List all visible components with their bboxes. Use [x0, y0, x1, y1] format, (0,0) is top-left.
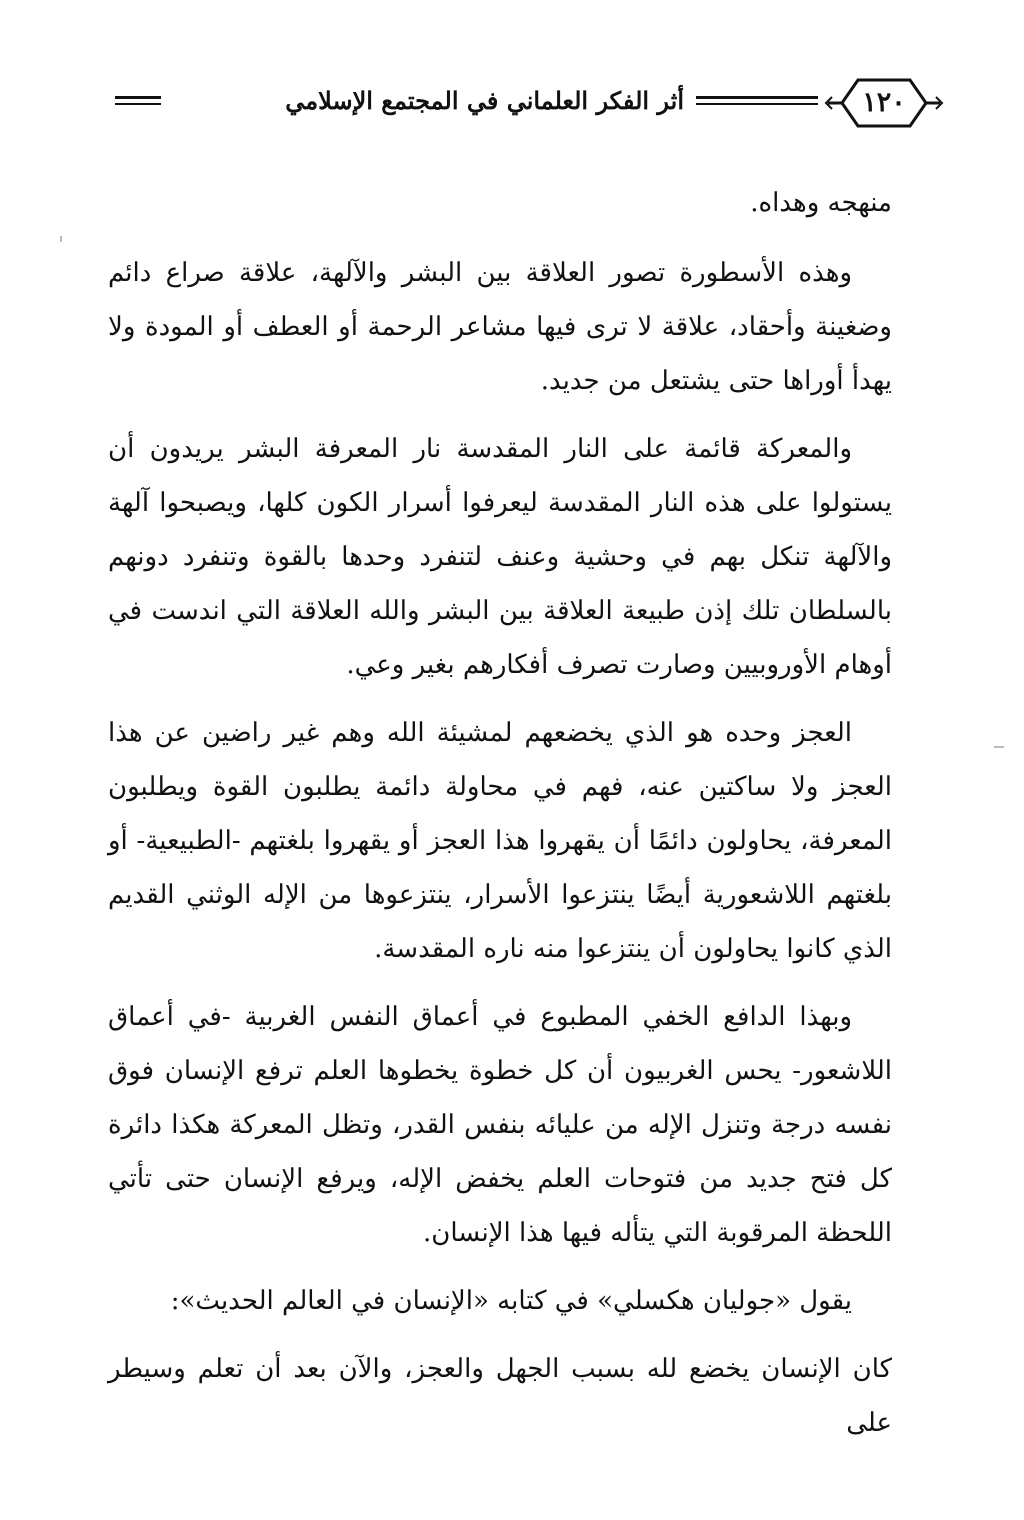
margin-mark — [60, 236, 62, 242]
running-title: أثر الفكر العلماني في المجتمع الإسلامي — [285, 86, 684, 115]
paragraph-battle: والمعركة قائمة على النار المقدسة نار المعرفة البشر يريدون أن يستولوا على هذه النار المقدسة ليعرفوا أسرار الكون كلها، ويصبحوا آلهة والآلهة تنكل بهم في وحشية وعنف لتنفرد وحدها بالقوة وتنفرد دونهم بالسلطان تلك إذن طبيعة العلاقة بين البشر والله العلاقة التي اندست في أوهام الأوروبيين وصارت تصرف أفكارهم بغير وعي. — [108, 434, 892, 680]
paragraph-incapacity: العجز وحده هو الذي يخضعهم لمشيئة الله وهم غير راضين عن هذا العجز ولا ساكتين عنه، فهم في محاولة دائمة يطلبون القوة ويطلبون المعرفة، يحاولون دائمًا أن يقهروا هذا العجز أو يقهروا بلغتهم -الطبيعية- أو بلغتهم اللاشعورية أيضًا ينتزعوا الأسرار، ينتزعوها من الإله الوثني القديم الذي كانوا يحاولون أن ينتزعوا منه ناره المقدسة. — [108, 718, 892, 964]
page-number: ١٢٠ — [862, 87, 906, 118]
paragraph-quote-intro: يقول «جوليان هكسلي» في كتابه «الإنسان في العالم الحديث»: — [170, 1286, 852, 1316]
paragraph-myth: وهذه الأسطورة تصور العلاقة بين البشر والآلهة، علاقة صراع دائم وضغينة وأحقاد، علاقة لا ترى فيها مشاعر الرحمة أو العطف أو المودة ولا يهدأ أوراها حتى يشتعل من جديد. — [108, 258, 892, 396]
page-number-badge — [824, 70, 944, 136]
page-body — [108, 176, 892, 1464]
margin-mark — [994, 746, 1004, 748]
paragraph-motive: وبهذا الدافع الخفي المطبوع في أعماق النفس الغربية -في أعماق اللاشعور- يحس الغربيون أن كل خطوة يخطوها العلم ترفع الإنسان فوق نفسه درجة وتنزل الإله من عليائه بنفس القدر، وتظل المعركة هكذا دائرة كل فتح جديد من فتوحات العلم يخفض الإله، ويرفع الإنسان حتى تأتي اللحظة المرقوبة التي يتأله فيها هذا الإنسان. — [108, 1002, 892, 1248]
page-header — [105, 70, 944, 140]
header-rule-right — [696, 96, 818, 105]
header-rule-left — [115, 96, 161, 105]
paragraph-quote: كان الإنسان يخضع لله بسبب الجهل والعجز، والآن بعد أن تعلم وسيطر على — [108, 1354, 892, 1438]
paragraph-continuation: منهجه وهداه. — [750, 188, 892, 218]
